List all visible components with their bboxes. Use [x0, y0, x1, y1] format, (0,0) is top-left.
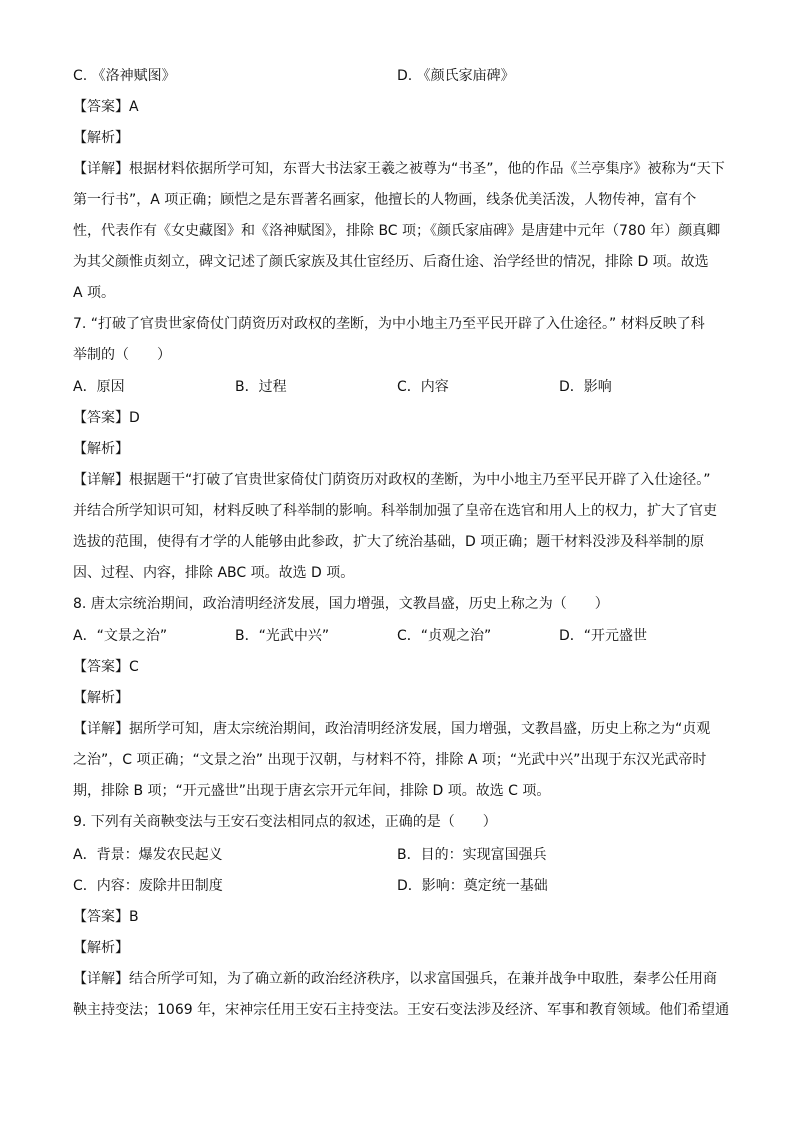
detail-line: 【详解】结合所学可知，为了确立新的政治经济秩序，以求富国强兵，在兼并战争中取胜，秦孝公任用商	[73, 971, 717, 987]
option-d: D. 《颜氏家庙碑》	[397, 68, 515, 84]
answer-label: 【答案】A	[73, 99, 139, 115]
answer-label: 【答案】B	[73, 909, 139, 925]
question-stem: 9. 下列有关商鞅变法与王安石变法相同点的叙述，正确的是（ ）	[73, 814, 497, 830]
detail-line: 【详解】根据题干“打破了官贵世家倚仗门荫资历对政权的垄断，为中小地主乃至平民开辟了入仕途径。”	[73, 472, 711, 488]
answer-label: 【答案】D	[73, 410, 140, 426]
option-c: C．内容	[397, 379, 449, 395]
analysis-label: 【解析】	[73, 130, 129, 146]
detail-line: 性，代表作有《女史藏图》和《洛神赋图》，排除 BC 项；《颜氏家庙碑》是唐建中元年（780 年）颜真卿	[73, 223, 721, 239]
option-a: A．原因	[73, 379, 125, 395]
option-d: D．影响	[559, 379, 612, 395]
detail-line: 鞅主持变法；1069 年，宋神宗任用王安石主持变法。王安石变法涉及经济、军事和教育领域。他们希望通	[73, 1002, 730, 1018]
detail-line: 之治”，C 项正确；“文景之治” 出现于汉朝，与材料不符，排除 A 项；“光武中兴”出现于东汉光武帝时	[73, 752, 707, 768]
detail-line: 为其父颜惟贞刻立，碑文记述了颜氏家族及其仕宦经历、后裔仕途、治学经世的情况，排除 D 项。故选	[73, 254, 709, 270]
detail-line: 因、过程、内容，排除 ABC 项。故选 D 项。	[73, 565, 355, 581]
analysis-label: 【解析】	[73, 940, 129, 956]
option-b: B．过程	[235, 379, 287, 395]
option-b: B．“光武中兴”	[235, 628, 330, 644]
answer-label: 【答案】C	[73, 659, 139, 675]
question-stem: 8. 唐太宗统治期间，政治清明经济发展，国力增强，文教昌盛，历史上称之为（ ）	[73, 596, 609, 612]
question-stem: 举制的（ ）	[73, 347, 171, 363]
option-d: D．“开元盛世	[559, 628, 648, 644]
detail-line: 【详解】据所学可知，唐太宗统治期间，政治清明经济发展，国力增强，文教昌盛，历史上称之为“贞观	[73, 721, 711, 737]
option-c: C．内容：废除井田制度	[73, 878, 223, 894]
question-stem: 7. “打破了官贵世家倚仗门荫资历对政权的垄断，为中小地主乃至平民开辟了入仕途径。” 材料反映了科	[73, 316, 705, 332]
option-a: A．“文景之治”	[73, 628, 168, 644]
option-d: D．影响：奠定统一基础	[397, 878, 548, 894]
analysis-label: 【解析】	[73, 441, 129, 457]
detail-line: 第一行书”，A 项正确；顾恺之是东晋著名画家，他擅长的人物画，线条优美活泼，人物传神，富有个	[73, 192, 697, 208]
detail-line: 选拔的范围，使得有才学的人能够由此参政，扩大了统治基础，D 项正确；题干材料没涉及科举制的原	[73, 534, 705, 550]
option-b: B．目的：实现富国强兵	[397, 847, 547, 863]
detail-line: 并结合所学知识可知，材料反映了科举制的影响。科举制加强了皇帝在选官和用人上的权力，扩大了官吏	[73, 503, 717, 519]
analysis-label: 【解析】	[73, 690, 129, 706]
option-c: C. 《洛神赋图》	[73, 68, 176, 84]
option-a: A．背景：爆发农民起义	[73, 847, 223, 863]
option-c: C．“贞观之治”	[397, 628, 492, 644]
detail-line: 期，排除 B 项；“开元盛世”出现于唐玄宗开元年间，排除 D 项。故选 C 项。	[73, 783, 551, 799]
detail-line: 【详解】根据材料依据所学可知，东晋大书法家王羲之被尊为“书圣”，他的作品《兰亭集序》被称为“天下	[73, 161, 725, 177]
detail-line: A 项。	[73, 285, 116, 301]
